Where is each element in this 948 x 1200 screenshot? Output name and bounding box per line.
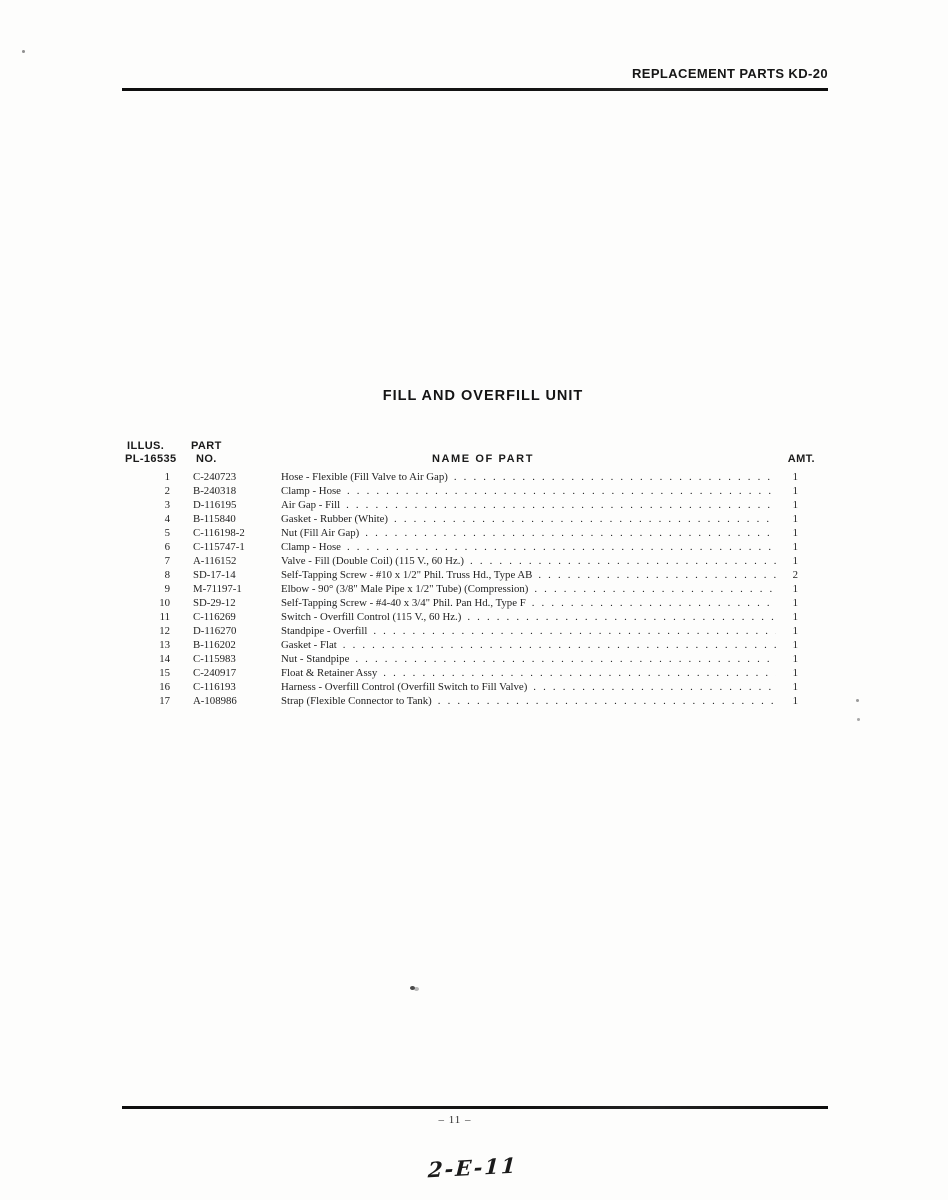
illus-number: 11 [159, 611, 170, 623]
table-row [122, 610, 798, 624]
dot-leader [394, 512, 776, 526]
part-name: Gasket - Rubber (White) [281, 513, 389, 525]
amount: 1 [792, 695, 798, 707]
illus-number: 15 [159, 667, 170, 679]
dot-leader [467, 610, 776, 624]
scan-speck [857, 718, 860, 721]
table-row [122, 624, 798, 638]
column-header-illus-plate: PL-16535 [125, 453, 177, 465]
table-row [122, 484, 798, 498]
footer-rule [122, 1106, 828, 1109]
table-row [122, 540, 798, 554]
column-header-illus: ILLUS. [127, 440, 165, 452]
column-header-amt: AMT. [787, 453, 815, 465]
illus-number: 14 [159, 653, 170, 665]
amount: 1 [792, 583, 798, 595]
amount: 1 [792, 471, 798, 483]
illus-number: 7 [164, 555, 170, 567]
table-row [122, 470, 798, 484]
amount: 1 [792, 499, 798, 511]
amount: 1 [792, 597, 798, 609]
running-header: REPLACEMENT PARTS KD-20 [631, 66, 828, 81]
dot-leader [454, 470, 776, 484]
amount: 1 [792, 513, 798, 525]
column-header-name: NAME OF PART [431, 453, 535, 465]
dot-leader [532, 596, 776, 610]
part-number: C-116198-2 [193, 527, 245, 539]
part-name: Air Gap - Fill [281, 499, 341, 511]
illus-number: 16 [159, 681, 170, 693]
amount: 2 [792, 569, 798, 581]
table-row [122, 596, 798, 610]
page-number: – 11 – [438, 1114, 472, 1126]
part-name: Self-Tapping Screw - #4-40 x 3/4" Phil. Pan Hd., Type F [281, 597, 526, 609]
scan-speck [22, 50, 25, 53]
part-number: A-116152 [193, 555, 237, 567]
scan-speck [410, 986, 415, 990]
column-header-part: PART [191, 440, 222, 452]
part-name: Self-Tapping Screw - #10 x 1/2" Phil. Truss Hd., Type AB [281, 569, 533, 581]
amount: 1 [792, 541, 798, 553]
table-row [122, 498, 798, 512]
part-number: C-240723 [193, 471, 237, 483]
part-number: B-240318 [193, 485, 237, 497]
amount: 1 [792, 681, 798, 693]
part-name: Valve - Fill (Double Coil) (115 V., 60 Hz.) [281, 555, 465, 567]
table-row [122, 526, 798, 540]
amount: 1 [792, 653, 798, 665]
header-rule [122, 88, 828, 91]
table-row [122, 694, 798, 708]
table-row [122, 582, 798, 596]
part-number: SD-29-12 [193, 597, 236, 609]
amount: 1 [792, 485, 798, 497]
part-name: Clamp - Hose [281, 541, 341, 553]
part-number: A-108986 [193, 695, 237, 707]
part-number: C-116269 [193, 611, 236, 623]
illus-number: 12 [159, 625, 170, 637]
illus-number: 6 [164, 541, 170, 553]
part-name: Nut (Fill Air Gap) [281, 527, 360, 539]
part-number: SD-17-14 [193, 569, 236, 581]
amount: 1 [792, 611, 798, 623]
dot-leader [538, 568, 776, 582]
illus-number: 10 [159, 597, 170, 609]
dot-leader [534, 582, 776, 596]
column-header-part-no: NO. [196, 453, 217, 465]
part-name: Elbow - 90° (3/8" Male Pipe x 1/2" Tube) (Compression) [281, 583, 529, 595]
table-row [122, 512, 798, 526]
illus-number: 8 [164, 569, 170, 581]
part-number: D-116195 [193, 499, 237, 511]
part-name: Hose - Flexible (Fill Valve to Air Gap) [281, 471, 448, 483]
dot-leader [347, 540, 776, 554]
illus-number: 13 [159, 639, 170, 651]
dot-leader [438, 694, 776, 708]
illus-number: 4 [164, 513, 170, 525]
illus-number: 1 [164, 471, 170, 483]
part-number: C-240917 [193, 667, 237, 679]
dot-leader [343, 638, 776, 652]
part-number: C-115983 [193, 653, 236, 665]
part-name: Clamp - Hose [281, 485, 341, 497]
part-name: Switch - Overfill Control (115 V., 60 Hz.) [281, 611, 462, 623]
table-row [122, 652, 798, 666]
part-name: Float & Retainer Assy [281, 667, 378, 679]
part-name: Gasket - Flat [281, 639, 337, 651]
part-name: Standpipe - Overfill [281, 625, 368, 637]
illus-number: 5 [164, 527, 170, 539]
part-name: Harness - Overfill Control (Overfill Switch to Fill Valve) [281, 681, 528, 693]
part-name: Nut - Standpipe [281, 653, 350, 665]
part-number: D-116270 [193, 625, 237, 637]
dot-leader [373, 624, 776, 638]
table-row [122, 638, 798, 652]
part-name: Strap (Flexible Connector to Tank) [281, 695, 432, 707]
table-row [122, 666, 798, 680]
page-title: FILL AND OVERFILL UNIT [382, 388, 584, 404]
illus-number: 2 [164, 485, 170, 497]
amount: 1 [792, 639, 798, 651]
amount: 1 [792, 527, 798, 539]
dot-leader [346, 498, 776, 512]
amount: 1 [792, 667, 798, 679]
table-row [122, 568, 798, 582]
table-row [122, 680, 798, 694]
part-number: C-116193 [193, 681, 236, 693]
part-number: M-71197-1 [193, 583, 242, 595]
part-number: B-116202 [193, 639, 236, 651]
part-number: C-115747-1 [193, 541, 245, 553]
part-number: B-115840 [193, 513, 236, 525]
illus-number: 9 [164, 583, 170, 595]
table-row [122, 554, 798, 568]
dot-leader [347, 484, 776, 498]
dot-leader [383, 666, 776, 680]
dot-leader [365, 526, 776, 540]
handwritten-note: 2-E-11 [427, 1152, 519, 1183]
amount: 1 [792, 555, 798, 567]
parts-table [122, 470, 798, 708]
dot-leader [470, 554, 776, 568]
illus-number: 3 [164, 499, 170, 511]
dot-leader [533, 680, 776, 694]
scan-speck [856, 699, 859, 702]
illus-number: 17 [159, 695, 170, 707]
dot-leader [355, 652, 776, 666]
amount: 1 [792, 625, 798, 637]
